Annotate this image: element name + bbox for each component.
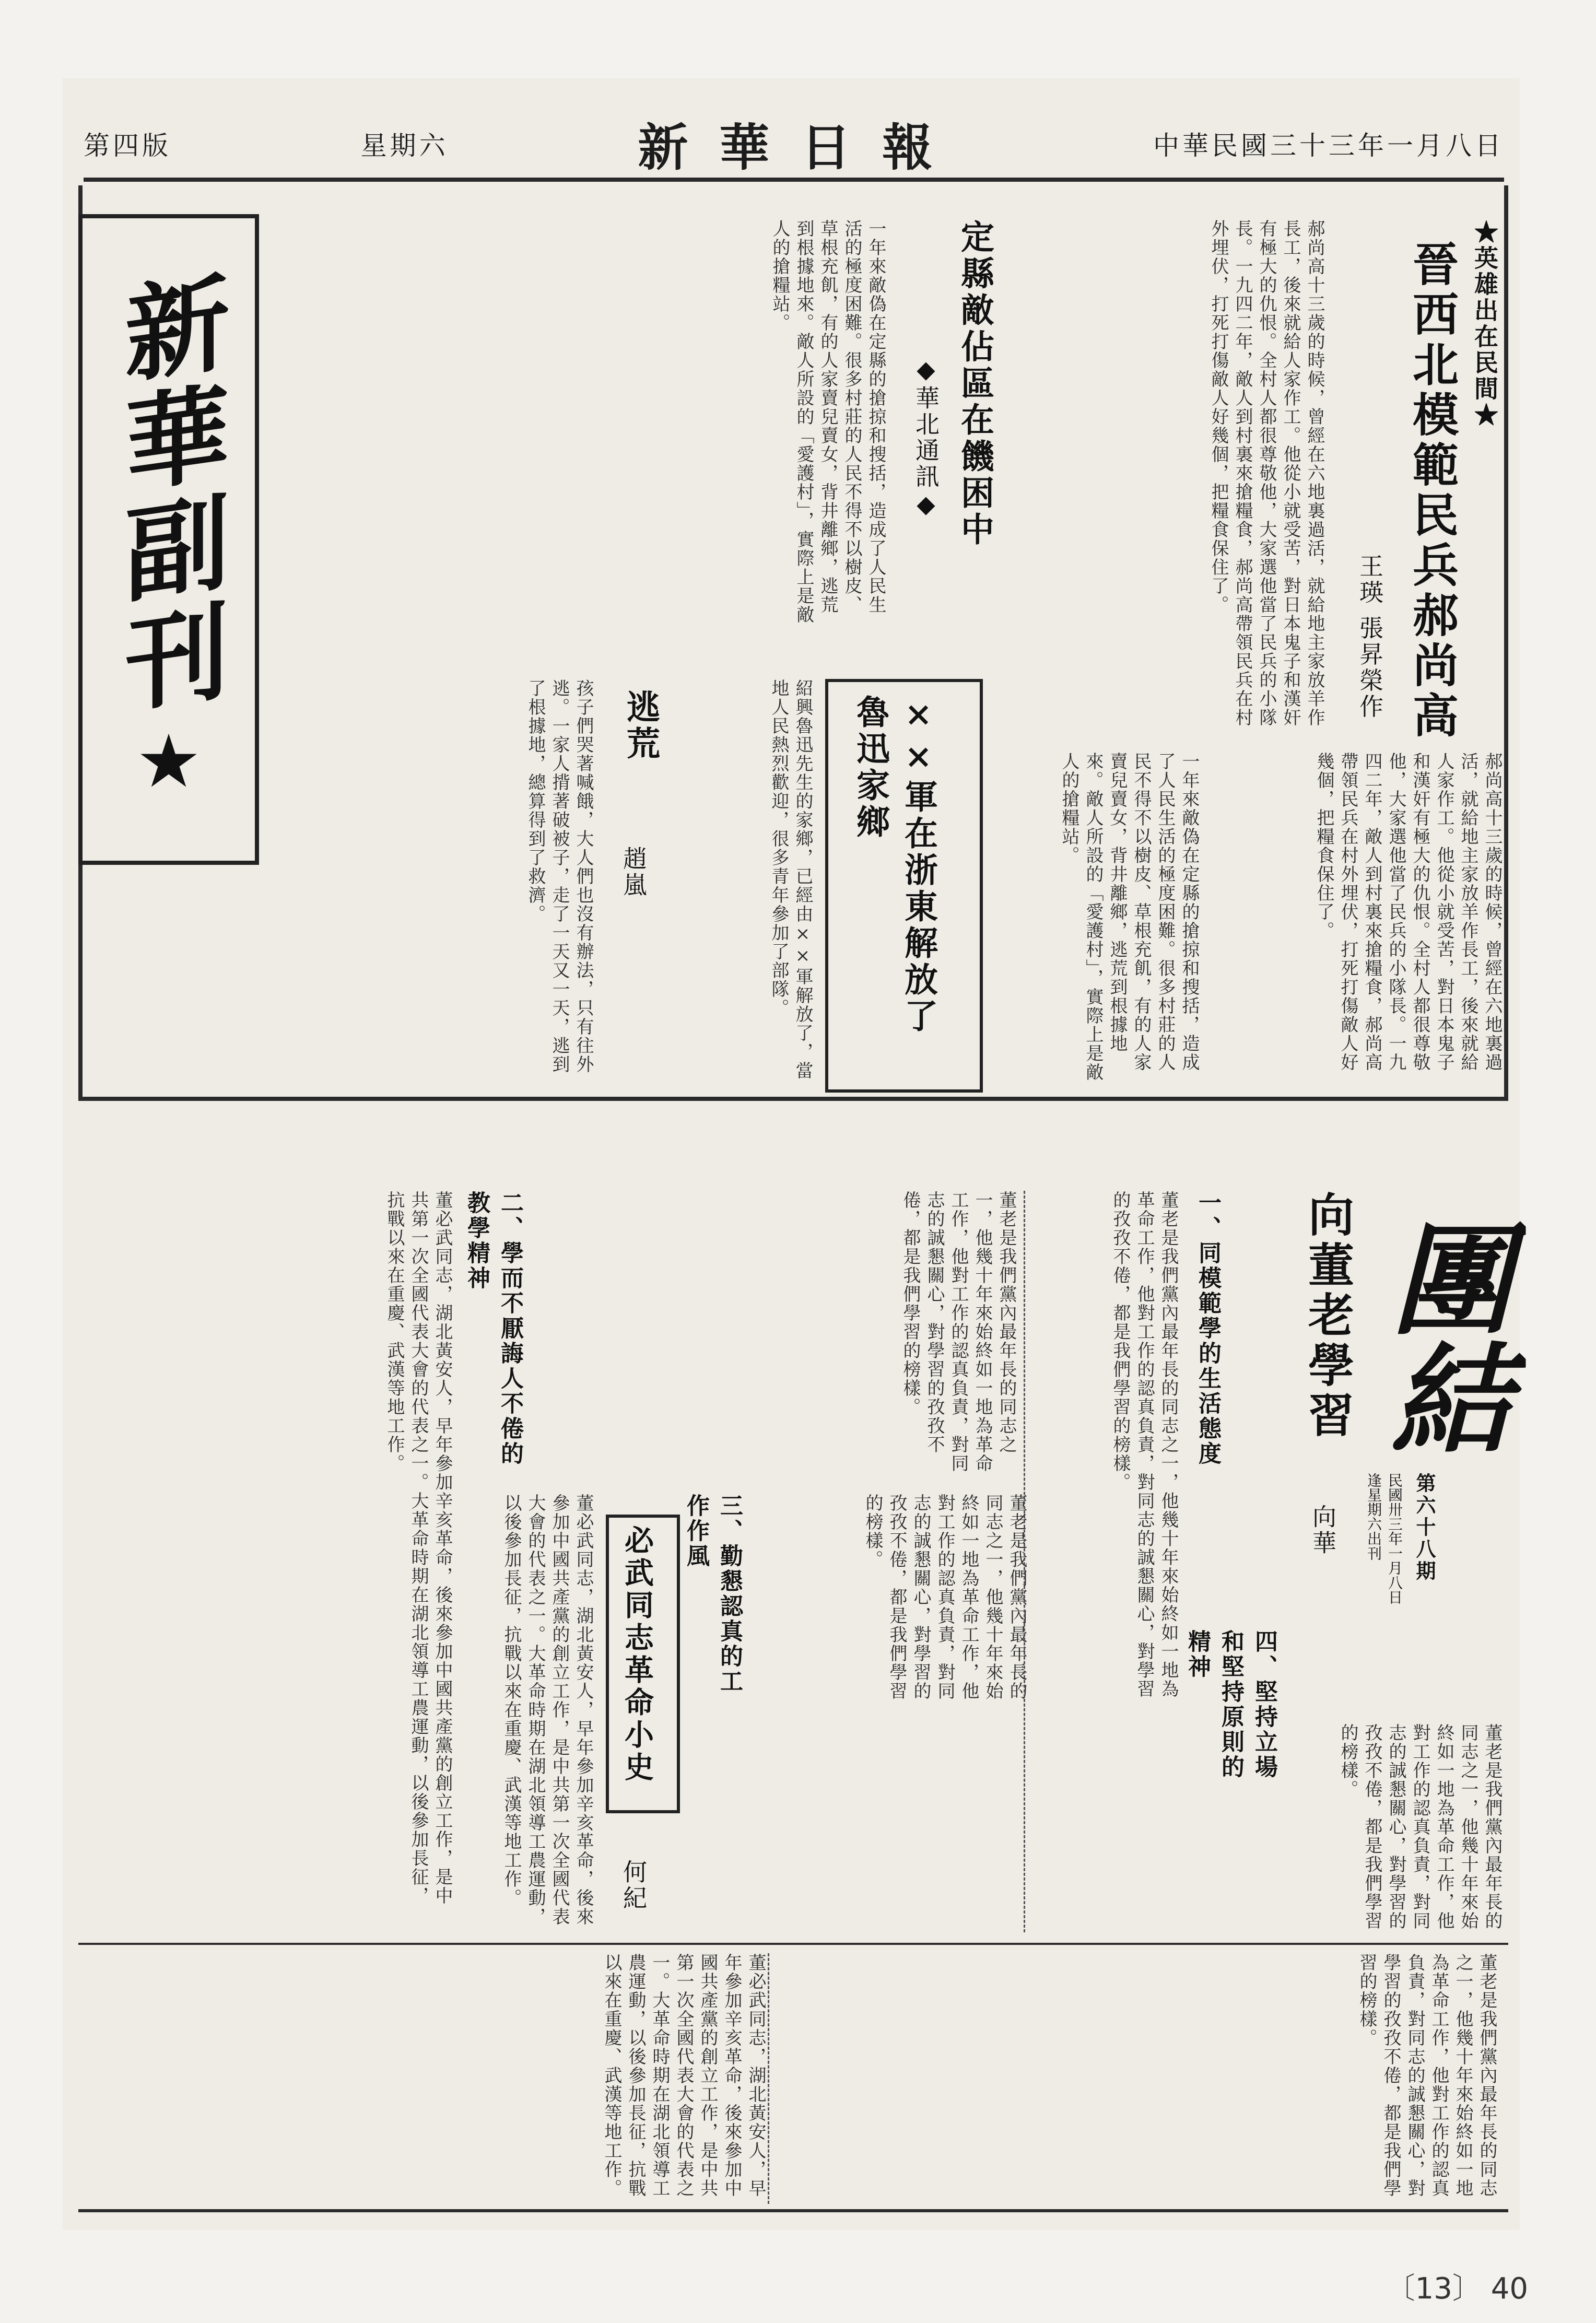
supplement-banner xyxy=(78,214,259,865)
militia-body: 郝尚高十三歲的時候，曾經在六地裏過活，就給地主家放羊作長工，後來就給人家作工。他從小就受苦，對日本鬼子和漢奸有極大的仇恨。全村人都很尊敬他，大家選他當了民兵的小隊長。一九四二年，敵人到村裏來搶糧食，郝尚高帶領民兵在村外埋伏，打死打傷敵人好幾個，把糧食保住了。 xyxy=(1208,219,1325,727)
learning-section-3: 三、勤懇認真的工作作風 xyxy=(683,1494,743,1694)
learning-section-2: 二、學而不厭誨人不倦的教學精神 xyxy=(463,1191,523,1466)
frame-right xyxy=(1504,185,1508,1099)
luxun-body: 紹興魯迅先生的家鄉，已經由××軍解放了，當地人民熱烈歡迎，很多青年參加了部隊。 xyxy=(768,679,813,1080)
supplement-title xyxy=(1368,1201,1515,1473)
masthead xyxy=(84,115,1504,177)
history-headline: 必武同志革命小史 xyxy=(620,1525,654,1784)
learning-section-1: 一、同模範學的生活態度 xyxy=(1194,1191,1221,1466)
militia-byline: 王瑛 張昇榮作 xyxy=(1356,554,1384,720)
section-divider xyxy=(78,1097,1508,1101)
famine-headline: 定縣敵佔區在饑困中 xyxy=(955,219,994,548)
masthead-rule xyxy=(84,178,1504,182)
famine-byline: ◆華北通訊◆ xyxy=(912,355,940,520)
learning-body-bottom: 董老是我們黨內最年長的同志之一，他幾十年來始終如一地為革命工作，他對工作的認真負責，對同志的誠懇關心，對學習的孜孜不倦，都是我們學習的榜樣。 xyxy=(1356,1953,1497,2198)
militia-kicker: ★英雄出在民間★ xyxy=(1471,219,1499,428)
history-body: 董必武同志，湖北黃安人，早年參加辛亥革命，後來參加中國共產黨的創立工作，是中共第一次全國代表大會的代表之一。大革命時期在湖北領導工農運動，以後參加長征，抗戰以來在重慶、武漢等地工作。 xyxy=(384,1191,453,1905)
history-byline: 何紀 xyxy=(619,1859,648,1911)
militia-headline: 晉西北模範民兵郝尚高 xyxy=(1405,240,1460,742)
column-separator xyxy=(768,1953,769,2204)
bottom-divider xyxy=(78,1943,1508,1945)
column-separator xyxy=(1024,1191,1025,1932)
page-number: 〔13〕 40 xyxy=(1386,2272,1528,2306)
frame-bottom xyxy=(78,2209,1508,2212)
star-icon: ★ xyxy=(136,719,202,804)
learning-body-3: 董老是我們黨內最年長的同志之一，他幾十年來始終如一地為革命工作，他對工作的認真負責，對同志的誠懇關心，對學習的孜孜不倦，都是我們學習的榜樣。 xyxy=(862,1494,1027,1700)
learning-body-1: 董老是我們黨內最年長的同志之一，他幾十年來始終如一地為革命工作，他對工作的認真負責，對同志的誠懇關心，對學習的孜孜不倦，都是我們學習的榜樣。 xyxy=(1110,1191,1179,1698)
famine-body: 一年來敵偽在定縣的搶掠和搜括，造成了人民生活的極度困難。很多村莊的人民不得不以樹皮、草根充飢，有的人家賣兒賣女，背井離鄉，逃荒到根據地來。敵人所設的「愛護村」，實際上是敵人的搶糧站。 xyxy=(769,219,886,624)
newspaper-title: 新華日報 xyxy=(638,118,964,177)
edition-label: 第四版 xyxy=(84,131,171,161)
famine-body-cont: 一年來敵偽在定縣的搶掠和搜括，造成了人民生活的極度困難。很多村莊的人民不得不以樹皮、草根充飢，有的人家賣兒賣女，背井離鄉，逃荒到根據地來。敵人所設的「愛護村」，實際上是敵人的搶糧站。 xyxy=(1059,752,1200,1082)
banner-title: 新華副刊 xyxy=(107,266,230,723)
learning-byline: 向華 xyxy=(1309,1504,1337,1556)
militia-body-cont: 郝尚高十三歲的時候，曾經在六地裏過活，就給地主家放羊作長工，後來就給人家作工。他從小就受苦，對日本鬼子和漢奸有極大的仇恨。全村人都很尊敬他，大家選他當了民兵的小隊長。一九四二年，敵人到村裏來搶糧食，郝尚高帶領民兵在村外埋伏，打死打傷敵人好幾個，把糧食保住了。 xyxy=(1313,752,1503,1072)
refugee-headline: 逃荒 xyxy=(621,689,660,762)
supplement-title-text: 團結 xyxy=(1370,1217,1512,1457)
supplement-issue: 第六十八期 xyxy=(1413,1473,1436,1582)
refugee-byline: 趙嵐 xyxy=(619,846,648,898)
history-body-cont: 董必武同志，湖北黃安人，早年參加辛亥革命，後來參加中國共產黨的創立工作，是中共第一次全國代表大會的代表之一。大革命時期在湖北領導工農運動，以後參加長征，抗戰以來在重慶、武漢等地工作。 xyxy=(501,1494,594,1926)
luxun-headline: ××軍在浙東解放了魯迅家鄉 xyxy=(851,695,938,1035)
learning-section-4: 四、堅持立場和堅持原則的精神 xyxy=(1184,1629,1277,1780)
weekday-label: 星期六 xyxy=(360,131,449,161)
learning-body-4: 董老是我們黨內最年長的同志之一，他幾十年來始終如一地為革命工作，他對工作的認真負責，對同志的誠懇關心，對學習的孜孜不倦，都是我們學習的榜樣。 xyxy=(1337,1723,1503,1930)
supplement-note: 逢星期六出刊 xyxy=(1365,1473,1382,1561)
supplement-date: 民國卅三年一月八日 xyxy=(1386,1473,1403,1604)
refugee-body: 孩子們哭著喊餓，大人們也沒有辦法，只有往外逃。一家人揹著破被子，走了一天又一天，逃到了根據地，總算得到了救濟。 xyxy=(525,679,594,1074)
learning-headline: 向董老學習 xyxy=(1301,1191,1355,1441)
history-body-bottom: 董必武同志，湖北黃安人，早年參加辛亥革命，後來參加中國共產黨的創立工作，是中共第一次全國代表大會的代表之一。大革命時期在湖北領導工農運動，以後參加長征，抗戰以來在重慶、武漢等地工作。 xyxy=(601,1953,766,2198)
learning-body-2: 董老是我們黨內最年長的同志之一，他幾十年來始終如一地為革命工作，他對工作的認真負責，對同志的誠懇關心，對學習的孜孜不倦，都是我們學習的榜樣。 xyxy=(900,1191,1017,1473)
issue-date: 中華民國三十三年一月八日 xyxy=(1153,131,1504,161)
